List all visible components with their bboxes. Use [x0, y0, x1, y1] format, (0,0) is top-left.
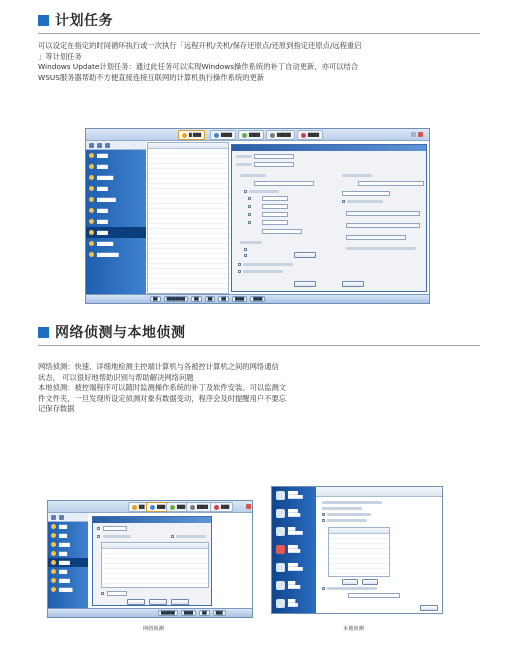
app-toolbar: [86, 129, 429, 141]
title-square-icon: [38, 327, 49, 338]
detection-description: [38, 362, 478, 415]
option-label: [243, 270, 283, 273]
title-divider: [38, 345, 480, 346]
disabled-field: [346, 235, 406, 240]
task-pill: ██: [218, 296, 229, 302]
schedule-task-screenshot: [85, 128, 430, 304]
section-title-detection: [38, 322, 186, 342]
sidebar-item-selected: ████: [86, 227, 146, 238]
ok-button: [342, 281, 364, 287]
field-label: [236, 163, 252, 166]
sidebar-item: ██████: [86, 172, 146, 183]
radio: [248, 221, 251, 224]
checkbox: [244, 190, 247, 193]
task-pill: ████: [232, 296, 247, 302]
count-field: [107, 591, 127, 596]
text-line: 」等计划任务: [38, 51, 82, 61]
server-select: [342, 191, 390, 196]
sidebar-item: ██████: [86, 238, 146, 249]
schedule-description: [38, 41, 488, 83]
interval-field: [262, 196, 288, 201]
option-label: [347, 200, 383, 203]
section-heading: 计划任务: [55, 13, 113, 29]
start-date-field: [254, 181, 314, 186]
list-rows: [329, 534, 389, 576]
list-rows: [148, 149, 228, 293]
sidebar-item: ████: [86, 150, 146, 161]
checkbox: [101, 592, 104, 595]
refresh-icon: [97, 143, 102, 148]
task-pill: ███: [213, 610, 226, 616]
task-pill: ██: [150, 296, 161, 302]
sidebar-item: ███: [48, 567, 88, 576]
task-type-select: [254, 162, 294, 167]
sidebar-toolbar: [48, 513, 88, 522]
sidebar-toolbar: [86, 141, 146, 150]
option-label: [249, 190, 279, 193]
sidebar: [86, 141, 146, 303]
local-nav-item: ███ ██████: [276, 527, 303, 536]
radio: [97, 535, 100, 538]
info-label: [322, 507, 362, 510]
remove-button: [362, 579, 378, 585]
network-detection-screenshot: [47, 500, 253, 618]
task-pill: ████: [250, 296, 265, 302]
sidebar-item: ████: [86, 183, 146, 194]
local-detection-screenshot: [271, 486, 443, 614]
disabled-field: [346, 223, 420, 228]
option-label: [176, 535, 206, 538]
close-icon: [246, 504, 251, 509]
tab-4: █████: [266, 130, 295, 140]
taskbar: [48, 608, 252, 617]
confirm-button: [294, 281, 316, 287]
app-toolbar: [48, 501, 252, 513]
task-name-field: [254, 154, 294, 159]
text-line: WSUS服务器帮助不方便直接连接互联网的计算机执行操作系统的更新: [38, 72, 265, 82]
local-nav-item: ████ █████: [276, 545, 300, 554]
text-line: 记保存数据: [38, 404, 75, 414]
local-nav-item: ████ ██████: [276, 563, 303, 572]
group-label: [240, 241, 262, 244]
local-nav-item: ████ █████: [276, 509, 300, 518]
checkbox: [238, 263, 241, 266]
tab-3: ████: [238, 130, 264, 140]
table-rows: [102, 549, 208, 587]
sidebar-item: ████: [86, 161, 146, 172]
local-nav-item: ███ ████: [276, 599, 298, 608]
text-line: 可以设定在指定的时间循环执行或一次执行「远程开机/关机/保存还原点/还原到指定还原点/远程重启: [38, 41, 362, 50]
tab-2: ████: [210, 130, 236, 140]
checkbox: [171, 535, 174, 538]
sidebar-item: ████: [48, 540, 88, 549]
target-field: [103, 526, 127, 531]
title-divider: [38, 33, 480, 34]
text-line: 本地侦测：被控端程序可以随时监测操作系统的补丁及软件安装、可以监测文: [38, 383, 287, 393]
start-button: [127, 599, 145, 605]
tab-1: ██: [128, 502, 149, 512]
radio: [97, 527, 100, 530]
settings-icon: [105, 143, 110, 148]
checkbox: [322, 513, 325, 516]
tab-3: ███: [166, 502, 189, 512]
ok-button: [420, 605, 438, 611]
option-label: [243, 263, 293, 266]
text-line: 状态， 可以很好地帮助识别与帮助解决网络问题: [38, 372, 194, 382]
interval-field: [262, 220, 288, 225]
task-list-pane: [147, 142, 229, 294]
task-dialog: [231, 144, 427, 292]
task-pill: ████: [181, 610, 196, 616]
radio: [244, 254, 247, 257]
sidebar-item-selected: ████: [48, 558, 88, 567]
checkbox: [322, 587, 325, 590]
group-label: [342, 174, 372, 177]
sidebar-item: ███: [48, 549, 88, 558]
sidebar-item: █████: [48, 585, 88, 594]
radio: [248, 213, 251, 216]
tab-5: ███: [210, 502, 233, 512]
text-line: Windows Update计划任务：通过此任务可以实现Windows操作系统的补丁自动更新，亦可以结合: [38, 62, 359, 72]
option-label: [103, 535, 131, 538]
task-pill: ██: [191, 296, 202, 302]
field-label: [236, 155, 252, 158]
section-title-schedule: [38, 10, 113, 30]
disabled-field: [346, 211, 420, 216]
list-icon: [89, 143, 94, 148]
tab-schedule: █ ███: [178, 130, 205, 140]
refresh-icon: [59, 515, 64, 520]
radio: [248, 197, 251, 200]
checkbox: [322, 519, 325, 522]
stop-button: [149, 599, 167, 605]
task-pill: ██: [199, 610, 210, 616]
sidebar-item: ████: [48, 576, 88, 585]
group-label: [240, 174, 266, 177]
tab-5: ████: [297, 130, 323, 140]
checkbox: [342, 200, 345, 203]
text-line: 件文件夹，一旦发现所设定侦测对象有数据变动，程序会及时提醒用户不要忘: [38, 393, 287, 403]
end-date-field: [262, 229, 302, 234]
monitor-list: [328, 527, 390, 577]
local-nav-item: ███ █████: [276, 581, 300, 590]
option-label: [327, 519, 367, 522]
windows-update-select: [358, 181, 424, 186]
sidebar-item: ████: [86, 205, 146, 216]
checkbox: [238, 270, 241, 273]
task-pill: ██: [205, 296, 216, 302]
local-tabs: [316, 487, 442, 497]
browse-button: [294, 252, 316, 258]
taskbar: [86, 294, 429, 303]
sidebar-item: ███████: [86, 194, 146, 205]
task-pill: ████████: [164, 296, 188, 302]
interval-field: [262, 212, 288, 217]
option-label: [327, 587, 377, 590]
caption-network: 网络侦测: [143, 626, 164, 632]
radio: [244, 248, 247, 251]
list-icon: [51, 515, 56, 520]
sidebar: [48, 513, 88, 617]
reminder-select: [348, 593, 400, 598]
tab-4: ████: [186, 502, 212, 512]
option-label: [327, 513, 371, 516]
caption-local: 本地侦测: [343, 626, 364, 632]
title-square-icon: [38, 15, 49, 26]
info-label: [322, 501, 382, 504]
sidebar-item: ███: [48, 531, 88, 540]
task-pill: ██████: [158, 610, 178, 616]
dialog-title-bar: [232, 145, 426, 151]
section-heading: 网络侦测与本地侦测: [55, 325, 186, 341]
local-nav-item: ████ ██████: [276, 491, 303, 500]
close-button: [171, 599, 189, 605]
sidebar-item: ███: [48, 522, 88, 531]
option-label: [346, 247, 416, 250]
minimize-icon: [411, 132, 416, 137]
sidebar-item: ████: [86, 216, 146, 227]
local-sidebar: [272, 487, 316, 613]
network-dialog: [92, 516, 212, 606]
radio: [248, 205, 251, 208]
results-table: [101, 542, 209, 588]
sidebar-item: ████████: [86, 249, 146, 260]
tab-network: ███: [146, 502, 169, 512]
interval-field: [262, 204, 288, 209]
close-icon: [418, 132, 423, 137]
add-button: [342, 579, 358, 585]
dialog-title-bar: [93, 517, 211, 523]
text-line: 网络侦测：快速、详细地检测主控端计算机与各被控计算机之间的网络通信: [38, 362, 279, 371]
